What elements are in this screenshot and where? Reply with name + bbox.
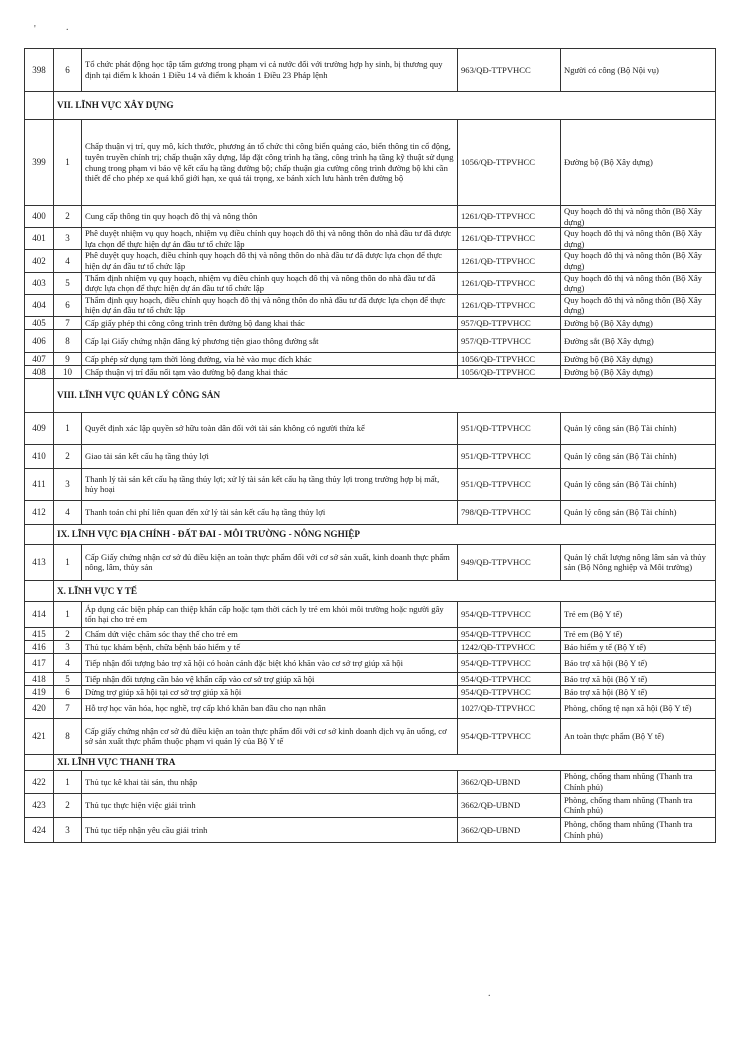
- section-row: [25, 92, 716, 120]
- page-mark: ': [34, 24, 36, 35]
- procedure-name: Thủ tục khám bệnh, chữa bệnh bảo hiểm y tế: [82, 640, 458, 653]
- field-name: Phòng, chống tham nhũng (Thanh tra Chính phủ): [561, 770, 716, 793]
- row-index: 1: [54, 770, 82, 793]
- row-number: 418: [25, 672, 54, 685]
- procedure-name: Thủ tục tiếp nhận yêu cầu giải trình: [82, 817, 458, 842]
- decision-number: 951/QĐ-TTPVHCC: [458, 468, 561, 500]
- table-row: [25, 640, 716, 653]
- table-row: [25, 352, 716, 365]
- row-index: 1: [54, 601, 82, 627]
- field-name: Trẻ em (Bộ Y tế): [561, 627, 716, 640]
- section-blank-cell: [25, 754, 54, 770]
- row-index: 9: [54, 352, 82, 365]
- field-name: Phòng, chống tệ nạn xã hội (Bộ Y tế): [561, 698, 716, 718]
- table-row: [25, 294, 716, 316]
- field-name: Quản lý chất lượng nông lâm sản và thủy sản (Bộ Nông nghiệp và Môi trường): [561, 544, 716, 580]
- row-number: 417: [25, 653, 54, 672]
- row-number: 403: [25, 272, 54, 294]
- field-name: Quản lý công sản (Bộ Tài chính): [561, 500, 716, 524]
- field-name: Quản lý công sản (Bộ Tài chính): [561, 412, 716, 444]
- section-title: IX. LĨNH VỰC ĐỊA CHÍNH - ĐẤT ĐAI - MÔI TRƯỜNG - NÔNG NGHIỆP: [54, 524, 716, 544]
- row-number: 420: [25, 698, 54, 718]
- procedure-name: Áp dụng các biện pháp can thiệp khẩn cấp hoặc tạm thời cách ly trẻ em khỏi môi trường hoặc người gây tổn hại cho trẻ em: [82, 601, 458, 627]
- table-row: [25, 770, 716, 793]
- decision-number: 1261/QĐ-TTPVHCC: [458, 272, 561, 294]
- section-blank-cell: [25, 524, 54, 544]
- procedure-name: Thanh lý tài sản kết cấu hạ tầng thủy lợi; xử lý tài sản kết cấu hạ tầng thủy lợi trong trường hợp bị mất, hủy hoại: [82, 468, 458, 500]
- field-name: Đường bộ (Bộ Xây dựng): [561, 352, 716, 365]
- row-number: 421: [25, 718, 54, 754]
- row-number: 407: [25, 352, 54, 365]
- procedure-name: Thủ tục kê khai tài sản, thu nhập: [82, 770, 458, 793]
- section-row: [25, 580, 716, 601]
- decision-number: 1261/QĐ-TTPVHCC: [458, 206, 561, 228]
- table-row: [25, 329, 716, 352]
- field-name: Đường bộ (Bộ Xây dựng): [561, 365, 716, 378]
- row-index: 8: [54, 718, 82, 754]
- table-row: [25, 49, 716, 92]
- row-number: 400: [25, 206, 54, 228]
- field-name: Bảo hiểm y tế (Bộ Y tế): [561, 640, 716, 653]
- decision-number: 3662/QĐ-UBND: [458, 817, 561, 842]
- page-mark: .: [66, 22, 69, 33]
- page-mark: .: [488, 988, 491, 999]
- field-name: Quy hoạch đô thị và nông thôn (Bộ Xây dựng): [561, 228, 716, 250]
- decision-number: 951/QĐ-TTPVHCC: [458, 412, 561, 444]
- table-row: [25, 206, 716, 228]
- decision-number: 3662/QĐ-UBND: [458, 770, 561, 793]
- row-index: 1: [54, 544, 82, 580]
- procedure-name: Cấp giấy phép thi công công trình trên đường bộ đang khai thác: [82, 316, 458, 329]
- row-index: 4: [54, 250, 82, 272]
- row-index: 6: [54, 49, 82, 92]
- row-number: 405: [25, 316, 54, 329]
- procedure-name: Chấp thuận vị trí, quy mô, kích thước, phương án tổ chức thi công biển quảng cáo, biển thông tin cổ động, tuyên truyền chính trị; chấp thuận xây dựng, lắp đặt công trình hạ tầng, công trình hạ tầng kỹ thuật sử dụng chung trong phạm vi bảo vệ kết cấu hạ tầng đường bộ; chấp thuận gia cường công trình đường bộ khi cần thiết để cho phép xe quá khổ giới hạn, xe quá tải trọng, xe bánh xích lưu hành trên đường bộ: [82, 120, 458, 206]
- procedure-name: Thanh toán chi phí liên quan đến xử lý tài sản kết cấu hạ tầng thủy lợi: [82, 500, 458, 524]
- table-row: [25, 627, 716, 640]
- decision-number: 957/QĐ-TTPVHCC: [458, 329, 561, 352]
- decision-number: 1027/QĐ-TTPVHCC: [458, 698, 561, 718]
- row-index: 7: [54, 698, 82, 718]
- decision-number: 951/QĐ-TTPVHCC: [458, 444, 561, 468]
- section-row: [25, 524, 716, 544]
- decision-number: 963/QĐ-TTPVHCC: [458, 49, 561, 92]
- row-number: 422: [25, 770, 54, 793]
- table-row: [25, 120, 716, 206]
- row-index: 3: [54, 817, 82, 842]
- procedure-name: Tổ chức phát động học tập tấm gương trong phạm vi cả nước đối với trường hợp hy sinh, bị thương quy định tại điểm k khoản 1 Điều 14 và điểm k khoản 1 Điều 23 Pháp lệnh: [82, 49, 458, 92]
- procedure-name: Hỗ trợ học văn hóa, học nghề, trợ cấp khó khăn ban đầu cho nạn nhân: [82, 698, 458, 718]
- row-number: 412: [25, 500, 54, 524]
- row-index: 5: [54, 272, 82, 294]
- row-number: 419: [25, 685, 54, 698]
- table-row: [25, 228, 716, 250]
- procedure-name: Chấp thuận vị trí đấu nối tạm vào đường bộ đang khai thác: [82, 365, 458, 378]
- row-number: 408: [25, 365, 54, 378]
- row-index: 4: [54, 653, 82, 672]
- decision-number: 1056/QĐ-TTPVHCC: [458, 352, 561, 365]
- decision-number: 954/QĐ-TTPVHCC: [458, 627, 561, 640]
- row-index: 2: [54, 444, 82, 468]
- decision-number: 798/QĐ-TTPVHCC: [458, 500, 561, 524]
- procedure-name: Cấp giấy chứng nhận cơ sở đủ điều kiện an toàn thực phẩm đối với cơ sở kinh doanh dịch vụ ăn uống, cơ sở sản xuất thực phẩm thuộc phạm vi quản lý của Bộ Y tế: [82, 718, 458, 754]
- row-number: 416: [25, 640, 54, 653]
- row-number: 423: [25, 793, 54, 817]
- row-index: 3: [54, 640, 82, 653]
- decision-number: 1056/QĐ-TTPVHCC: [458, 120, 561, 206]
- table-row: [25, 272, 716, 294]
- section-row: [25, 378, 716, 412]
- procedure-name: Cung cấp thông tin quy hoạch đô thị và nông thôn: [82, 206, 458, 228]
- procedures-table: [24, 48, 716, 843]
- row-number: 399: [25, 120, 54, 206]
- section-title: VII. LĨNH VỰC XÂY DỰNG: [54, 92, 716, 120]
- field-name: Phòng, chống tham nhũng (Thanh tra Chính phủ): [561, 817, 716, 842]
- row-index: 2: [54, 627, 82, 640]
- row-number: 409: [25, 412, 54, 444]
- row-number: 414: [25, 601, 54, 627]
- table-row: [25, 365, 716, 378]
- row-index: 5: [54, 672, 82, 685]
- procedure-name: Thẩm định quy hoạch, điều chỉnh quy hoạch đô thị và nông thôn do nhà đầu tư đã được lựa chọn để thực hiện dự án đầu tư tổ chức lập: [82, 294, 458, 316]
- section-title: X. LĨNH VỰC Y TẾ: [54, 580, 716, 601]
- row-index: 2: [54, 206, 82, 228]
- decision-number: 1261/QĐ-TTPVHCC: [458, 294, 561, 316]
- procedure-name: Phê duyệt quy hoạch, điều chỉnh quy hoạch đô thị và nông thôn do nhà đầu tư đã được lựa chọn để thực hiện dự án đầu tư tổ chức lập: [82, 250, 458, 272]
- field-name: Bảo trợ xã hội (Bộ Y tế): [561, 653, 716, 672]
- row-index: 2: [54, 793, 82, 817]
- field-name: Quy hoạch đô thị và nông thôn (Bộ Xây dựng): [561, 250, 716, 272]
- section-title: XI. LĨNH VỰC THANH TRA: [54, 754, 716, 770]
- section-blank-cell: [25, 580, 54, 601]
- table-row: [25, 601, 716, 627]
- field-name: Đường bộ (Bộ Xây dựng): [561, 120, 716, 206]
- procedure-name: Chấm dứt việc chăm sóc thay thế cho trẻ em: [82, 627, 458, 640]
- decision-number: 954/QĐ-TTPVHCC: [458, 718, 561, 754]
- procedure-name: Thẩm định nhiệm vụ quy hoạch, nhiệm vụ điều chỉnh quy hoạch đô thị và nông thôn do nhà đầu tư đã được lựa chọn để thực hiện dự án đầu tư tổ chức lập: [82, 272, 458, 294]
- procedure-name: Cấp phép sử dụng tạm thời lòng đường, vỉa hè vào mục đích khác: [82, 352, 458, 365]
- procedure-name: Tiếp nhận đối tượng cần bảo vệ khẩn cấp vào cơ sở trợ giúp xã hội: [82, 672, 458, 685]
- table-row: [25, 653, 716, 672]
- procedure-name: Dừng trợ giúp xã hội tại cơ sở trợ giúp xã hội: [82, 685, 458, 698]
- field-name: An toàn thực phẩm (Bộ Y tế): [561, 718, 716, 754]
- field-name: Quản lý công sản (Bộ Tài chính): [561, 468, 716, 500]
- field-name: Bảo trợ xã hội (Bộ Y tế): [561, 685, 716, 698]
- field-name: Người có công (Bộ Nội vụ): [561, 49, 716, 92]
- field-name: Phòng, chống tham nhũng (Thanh tra Chính phủ): [561, 793, 716, 817]
- table-row: [25, 544, 716, 580]
- field-name: Quy hoạch đô thị và nông thôn (Bộ Xây dựng): [561, 206, 716, 228]
- row-index: 10: [54, 365, 82, 378]
- decision-number: 1261/QĐ-TTPVHCC: [458, 228, 561, 250]
- row-index: 6: [54, 685, 82, 698]
- procedure-name: Giao tài sản kết cấu hạ tầng thủy lợi: [82, 444, 458, 468]
- field-name: Quản lý công sản (Bộ Tài chính): [561, 444, 716, 468]
- table-row: [25, 500, 716, 524]
- decision-number: 1056/QĐ-TTPVHCC: [458, 365, 561, 378]
- table-row: [25, 412, 716, 444]
- row-number: 402: [25, 250, 54, 272]
- procedure-name: Cấp lại Giấy chứng nhận đăng ký phương tiện giao thông đường sắt: [82, 329, 458, 352]
- field-name: Đường sắt (Bộ Xây dựng): [561, 329, 716, 352]
- row-index: 3: [54, 228, 82, 250]
- decision-number: 949/QĐ-TTPVHCC: [458, 544, 561, 580]
- field-name: Trẻ em (Bộ Y tế): [561, 601, 716, 627]
- row-index: 4: [54, 500, 82, 524]
- decision-number: 3662/QĐ-UBND: [458, 793, 561, 817]
- row-index: 1: [54, 120, 82, 206]
- field-name: Bảo trợ xã hội (Bộ Y tế): [561, 672, 716, 685]
- row-index: 6: [54, 294, 82, 316]
- section-blank-cell: [25, 92, 54, 120]
- table-row: [25, 817, 716, 842]
- decision-number: 957/QĐ-TTPVHCC: [458, 316, 561, 329]
- procedure-name: Phê duyệt nhiệm vụ quy hoạch, nhiệm vụ điều chỉnh quy hoạch đô thị và nông thôn do nhà đầu tư đã được lựa chọn để thực hiện dự án đầu tư tổ chức lập: [82, 228, 458, 250]
- row-index: 8: [54, 329, 82, 352]
- procedure-name: Cấp Giấy chứng nhận cơ sở đủ điều kiện an toàn thực phẩm đối với cơ sở sản xuất, kinh doanh thực phẩm nông, lâm, thủy sản: [82, 544, 458, 580]
- decision-number: 954/QĐ-TTPVHCC: [458, 685, 561, 698]
- table-row: [25, 718, 716, 754]
- field-name: Quy hoạch đô thị và nông thôn (Bộ Xây dựng): [561, 272, 716, 294]
- row-number: 401: [25, 228, 54, 250]
- procedure-name: Thủ tục thực hiện việc giải trình: [82, 793, 458, 817]
- decision-number: 954/QĐ-TTPVHCC: [458, 672, 561, 685]
- decision-number: 954/QĐ-TTPVHCC: [458, 653, 561, 672]
- table-row: [25, 316, 716, 329]
- decision-number: 1242/QĐ-TTPVHCC: [458, 640, 561, 653]
- table-row: [25, 685, 716, 698]
- row-number: 415: [25, 627, 54, 640]
- table-row: [25, 672, 716, 685]
- row-number: 410: [25, 444, 54, 468]
- decision-number: 954/QĐ-TTPVHCC: [458, 601, 561, 627]
- row-number: 406: [25, 329, 54, 352]
- row-number: 404: [25, 294, 54, 316]
- field-name: Quy hoạch đô thị và nông thôn (Bộ Xây dựng): [561, 294, 716, 316]
- row-number: 413: [25, 544, 54, 580]
- section-row: [25, 754, 716, 770]
- table-row: [25, 250, 716, 272]
- table-row: [25, 698, 716, 718]
- table-row: [25, 444, 716, 468]
- section-blank-cell: [25, 378, 54, 412]
- procedure-name: Quyết định xác lập quyền sở hữu toàn dân đối với tài sản không có người thừa kế: [82, 412, 458, 444]
- row-number: 411: [25, 468, 54, 500]
- table-row: [25, 468, 716, 500]
- row-index: 7: [54, 316, 82, 329]
- field-name: Đường bộ (Bộ Xây dựng): [561, 316, 716, 329]
- section-title: VIII. LĨNH VỰC QUẢN LÝ CÔNG SẢN: [54, 378, 716, 412]
- row-index: 1: [54, 412, 82, 444]
- procedure-name: Tiếp nhận đối tượng bảo trợ xã hội có hoàn cảnh đặc biệt khó khăn vào cơ sở trợ giúp xã hội: [82, 653, 458, 672]
- row-number: 398: [25, 49, 54, 92]
- row-number: 424: [25, 817, 54, 842]
- row-index: 3: [54, 468, 82, 500]
- decision-number: 1261/QĐ-TTPVHCC: [458, 250, 561, 272]
- table-row: [25, 793, 716, 817]
